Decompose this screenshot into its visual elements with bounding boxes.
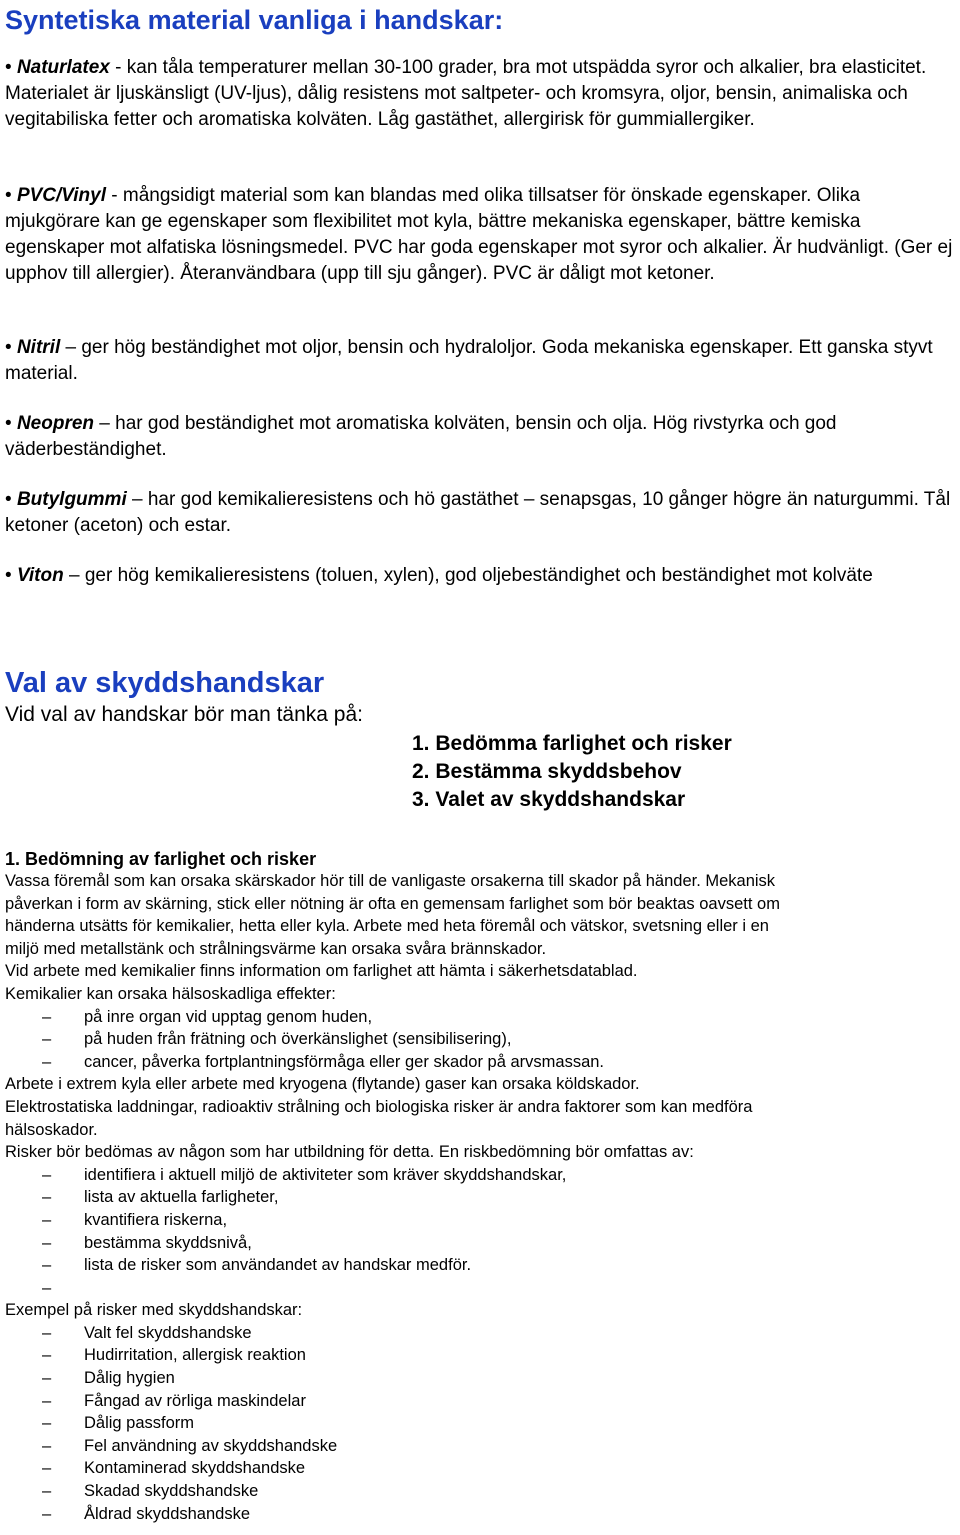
material-desc: har god beständighet mot aromatiska kolväten, bensin och olja. Hög rivstyrka och god väderbeständighet. bbox=[5, 413, 837, 460]
material-name: Nitril bbox=[16, 337, 61, 358]
list-item: – Valt fel skyddshandske bbox=[5, 1322, 955, 1345]
paragraph-line: hälsoskador. bbox=[5, 1120, 98, 1139]
paragraph-line: miljö med metallstänk och strålningsvärme kan orsaka svåra brännskador. bbox=[5, 939, 547, 958]
material-item-neopren: • Neopren – har god beständighet mot aromatiska kolväten, bensin och olja. Hög rivstyrka och god väderbeständighet. bbox=[5, 413, 837, 460]
paragraph-line: Risker bör bedömas av någon som har utbildning för detta. En riskbedömning bör omfattas av: bbox=[5, 1143, 694, 1162]
dash-icon: – bbox=[42, 1346, 52, 1365]
step-item: 1. Bedömma farlighet och risker bbox=[412, 732, 732, 755]
step-item: 3. Valet av skyddshandskar bbox=[412, 788, 686, 811]
paragraph-line: påverkan i form av skärning, stick eller nötning är ofta en gemensam farlighet som bör beaktas oavsett om bbox=[5, 894, 780, 913]
material-name: PVC/Vinyl bbox=[16, 185, 106, 206]
bullet-icon: • bbox=[5, 565, 12, 586]
list-item: – lista av aktuella farligheter, bbox=[5, 1186, 955, 1209]
list-item: – Fel användning av skyddshandske bbox=[5, 1435, 955, 1458]
dash-icon: – bbox=[42, 1414, 52, 1433]
material-desc: ger hög beständighet mot oljor, bensin och hydraloljor. Goda mekaniska egenskaper. Ett ganska styvt material. bbox=[5, 337, 933, 384]
list-item bbox=[5, 1277, 955, 1300]
bullet-icon: • bbox=[5, 57, 12, 78]
material-name: Butylgummi bbox=[16, 489, 127, 510]
list-item: – Skadad skyddshandske bbox=[5, 1480, 955, 1503]
dash-icon: – bbox=[42, 1188, 52, 1207]
material-desc: har god kemikalieresistens och hö gastäthet – senapsgas, 10 gånger högre än naturgummi. Tål ketoner (aceton) och estar. bbox=[5, 489, 951, 536]
material-item-nitril: • Nitril – ger hög beständighet mot oljor, bensin och hydraloljor. Goda mekaniska egenskaper. Ett ganska styvt material. bbox=[5, 337, 933, 384]
dash-icon: – bbox=[42, 1391, 52, 1410]
list-item: – bestämma skyddsnivå, bbox=[5, 1232, 955, 1255]
list-item: – Dålig passform bbox=[5, 1412, 955, 1435]
subsection-title: 1. Bedömning av farlighet och risker bbox=[5, 849, 317, 869]
dash-icon: – bbox=[42, 1482, 52, 1501]
dash-icon: – bbox=[42, 1210, 52, 1229]
list-item: – Kontaminerad skyddshandske bbox=[5, 1457, 955, 1480]
material-item-viton: • Viton – ger hög kemikalieresistens (toluen, xylen), god oljebeständighet och beständighet mot kolväte bbox=[5, 565, 873, 586]
bullet-icon: • bbox=[5, 185, 12, 206]
material-name: Viton bbox=[16, 565, 64, 586]
list-item: – cancer, påverka fortplantningsförmåga eller ger skador på arvsmassan. bbox=[5, 1051, 955, 1074]
dash-icon: – bbox=[42, 1007, 52, 1026]
material-item-naturlatex: • Naturlatex - kan tåla temperaturer mellan 30-100 grader, bra mot utspädda syror och alkalier, bra elasticitet. Materialet är ljuskänsligt (UV-ljus), dålig resistens mot saltpeter- och kromsyra, oljor, bensin, animaliska och vegitabiliska fetter och aromatiska kolväten. Låg gastäthet, allergirisk för gummiallergiker. bbox=[5, 57, 927, 130]
dash-icon: – bbox=[42, 1256, 52, 1275]
bullet-icon: • bbox=[5, 337, 12, 358]
list-item: – Hudirritation, allergisk reaktion bbox=[5, 1344, 955, 1367]
list-item: – på inre organ vid upptag genom huden, bbox=[5, 1006, 955, 1029]
paragraph-line: Kemikalier kan orsaka hälsoskadliga effekter: bbox=[5, 984, 336, 1003]
list-item: – Åldrad skyddshandske bbox=[5, 1503, 955, 1526]
material-item-pvc: • PVC/Vinyl - mångsidigt material som kan blandas med olika tillsatser för önskade egenskaper. Olika mjukgörare kan ge egenskaper som flexibilitet mot kyla, bättre mekaniska egenskaper, bättre kemiska egenskaper mot alfatiska lösningsmedel. PVC har goda egenskaper mot syror och alkalier. Är hudvänligt. (Ger ej upphov till allergier). Återanvändbara (upp till sju gånger). PVC är dåligt mot ketoner. bbox=[5, 185, 953, 284]
list-item: – lista de risker som användandet av handskar medför. bbox=[5, 1254, 955, 1277]
steps-list bbox=[412, 730, 732, 814]
dash-icon: – bbox=[42, 1369, 52, 1388]
material-item-butylgummi: • Butylgummi – har god kemikalieresistens och hö gastäthet – senapsgas, 10 gånger högre än naturgummi. Tål ketoner (aceton) och estar. bbox=[5, 489, 951, 536]
dash-icon: – bbox=[42, 1165, 52, 1184]
dash-icon: – bbox=[42, 1052, 52, 1071]
material-desc: ger hög kemikalieresistens (toluen, xylen), god oljebeständighet och beständighet mot kolväte bbox=[84, 565, 873, 586]
dash-icon: – bbox=[42, 1233, 52, 1252]
intro-text: Vid val av handskar bör man tänka på: bbox=[5, 703, 363, 726]
material-name: Neopren bbox=[16, 413, 95, 434]
list-item: – kvantifiera riskerna, bbox=[5, 1209, 955, 1232]
list-item: – identifiera i aktuell miljö de aktiviteter som kräver skyddshandskar, bbox=[5, 1164, 955, 1187]
material-name: Naturlatex bbox=[16, 57, 110, 78]
paragraph-line: Vid arbete med kemikalier finns information om farlighet att hämta i säkerhetsdatablad. bbox=[5, 962, 638, 981]
bullet-icon: • bbox=[5, 413, 12, 434]
dash-icon: – bbox=[42, 1030, 52, 1049]
paragraph-line: Exempel på risker med skyddshandskar: bbox=[5, 1301, 303, 1320]
assessment-section bbox=[5, 847, 955, 1525]
material-desc: kan tåla temperaturer mellan 30-100 grader, bra mot utspädda syror och alkalier, bra elasticitet. Materialet är ljuskänsligt (UV-ljus), dålig resistens mot saltpeter- och kromsyra, oljor, bensin, animaliska och vegitabiliska fetter och aromatiska kolväten. Låg gastäthet, allergirisk för gummiallergiker. bbox=[5, 57, 927, 130]
dash-icon: – bbox=[42, 1323, 52, 1342]
paragraph-line: Arbete i extrem kyla eller arbete med kryogena (flytande) gaser kan orsaka köldskador. bbox=[5, 1075, 640, 1094]
bullet-icon: • bbox=[5, 489, 12, 510]
material-desc: mångsidigt material som kan blandas med olika tillsatser för önskade egenskaper. Olika mjukgörare kan ge egenskaper som flexibilitet mot kyla, bättre mekaniska egenskaper, bättre kemiska egenskaper mot alfatiska lösningsmedel. PVC har goda egenskaper mot syror och alkalier. Är hudvänligt. (Ger ej upphov till allergier). Återanvändbara (upp till sju gånger). PVC är dåligt mot ketoner. bbox=[5, 185, 953, 284]
dash-icon: – bbox=[42, 1278, 52, 1297]
list-item: – Dålig hygien bbox=[5, 1367, 955, 1390]
dash-icon: – bbox=[42, 1436, 52, 1455]
list-item: – på huden från frätning och överkänslighet (sensibilisering), bbox=[5, 1028, 955, 1051]
paragraph-line: händerna utsätts för kemikalier, hetta eller kyla. Arbete med heta föremål och vätskor, svetsning eller i en bbox=[5, 917, 769, 936]
section-heading: Val av skyddshandskar bbox=[5, 667, 325, 699]
dash-icon: – bbox=[42, 1459, 52, 1478]
paragraph-line: Elektrostatiska laddningar, radioaktiv strålning och biologiska risker är andra faktorer som kan medföra bbox=[5, 1097, 753, 1116]
list-item: – Fångad av rörliga maskindelar bbox=[5, 1390, 955, 1413]
dash-icon: – bbox=[42, 1504, 52, 1523]
paragraph-line: Vassa föremål som kan orsaka skärskador hör till de vanligaste orsakerna till skador på händer. Mekanisk bbox=[5, 872, 776, 890]
step-item: 2. Bestämma skyddsbehov bbox=[412, 760, 682, 783]
page-title: Syntetiska material vanliga i handskar: bbox=[5, 5, 504, 35]
